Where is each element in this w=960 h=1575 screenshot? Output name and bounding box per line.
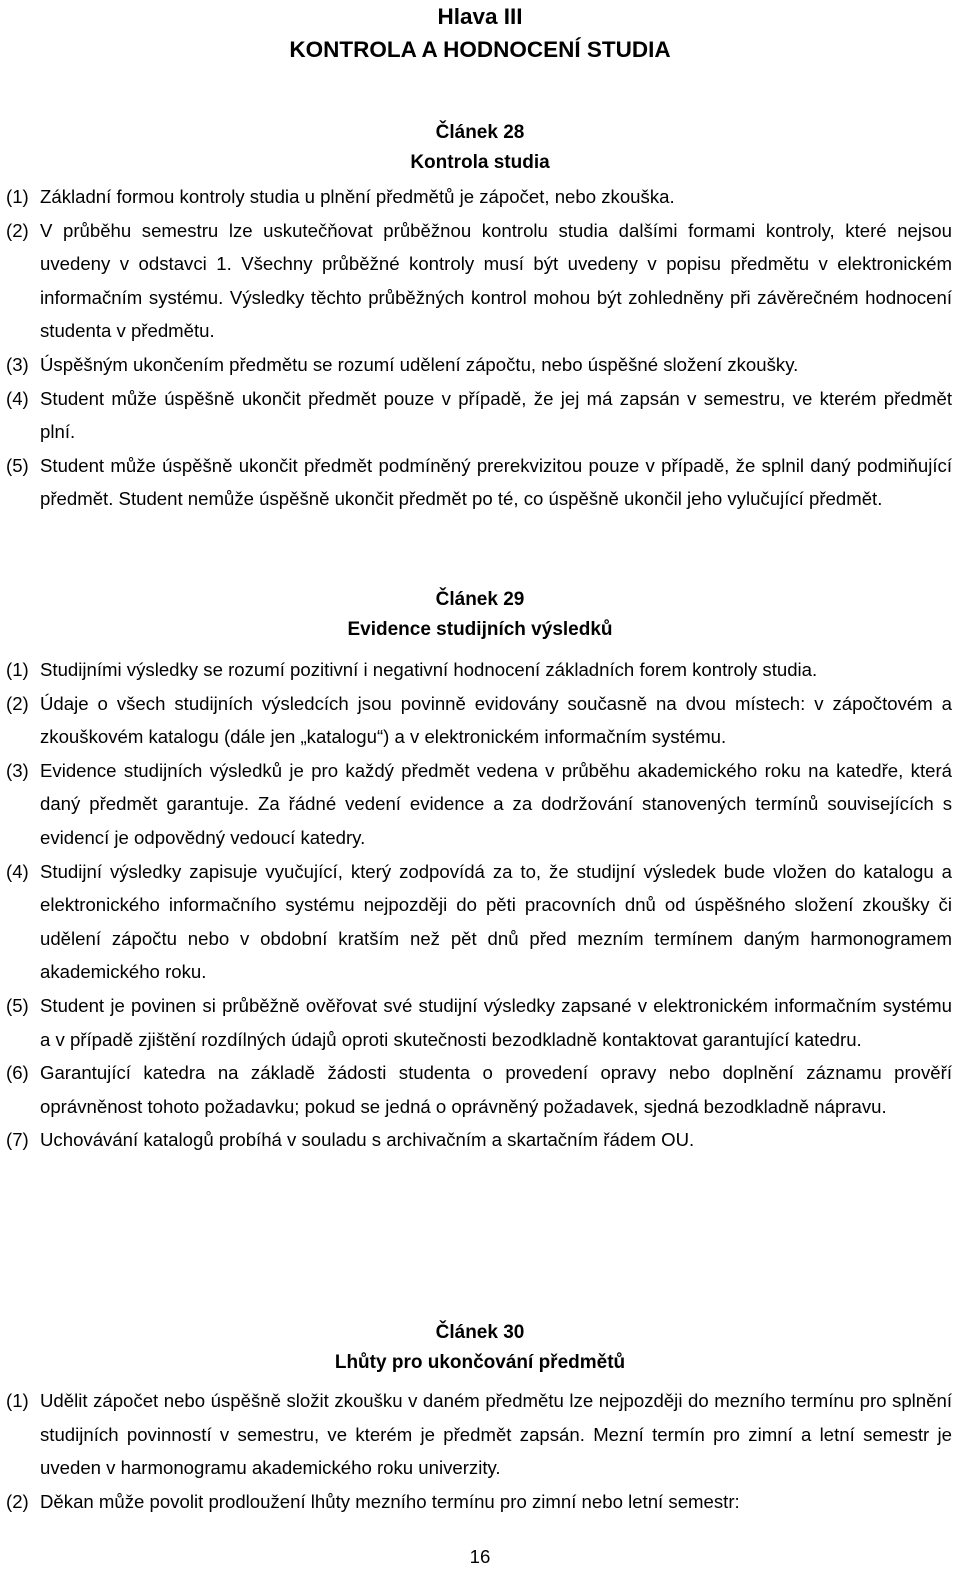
paragraph: [6, 1485, 952, 1519]
paragraph-text: Student může úspěšně ukončit předmět pouze v případě, že jej má zapsán v semestru, ve kterém předmět plní.: [40, 387, 952, 443]
paragraph-number: (2): [6, 1490, 29, 1512]
paragraph: [6, 1056, 952, 1123]
paragraph-number: (1): [6, 1390, 29, 1411]
paragraph-text: Garantující katedra na základě žádosti studenta o provedení opravy nebo doplnění záznamu prověří oprávněnost tohoto požadavku; pokud se jedná o oprávněný požadavek, sjedná bezodkladně nápravu.: [40, 1062, 952, 1117]
paragraph-text: Student je povinen si průběžně ověřovat své studijní výsledky zapsané v elektronickém informačním systému a v případě zjištění rozdílných údajů oproti skutečnosti bezodkladně kontaktovat garantující katedru.: [40, 994, 952, 1050]
paragraph: [6, 180, 952, 214]
article-paragraphs: [0, 180, 960, 516]
paragraph: [6, 754, 952, 855]
paragraph-number: (2): [6, 692, 29, 714]
chapter-subtitle: KONTROLA A HODNOCENÍ STUDIA: [289, 37, 671, 62]
paragraph-text: Děkan může povolit prodloužení lhůty mezního termínu pro zimní nebo letní semestr:: [40, 1490, 740, 1512]
paragraph: [6, 1384, 952, 1485]
paragraph-number: (5): [6, 454, 29, 476]
paragraph-number: (1): [6, 186, 29, 207]
article-28: [0, 118, 960, 516]
article-title: Evidence studijních výsledků: [347, 619, 613, 640]
paragraph-number: (7): [6, 1129, 29, 1151]
paragraph-text: Uchovávání katalogů probíhá v souladu s archivačním a skartačním řádem OU.: [40, 1129, 695, 1151]
article-title: Kontrola studia: [410, 152, 550, 173]
article-number: Článek 29: [435, 589, 525, 610]
chapter-header: [0, 0, 960, 66]
paragraph-number: (3): [6, 759, 29, 781]
article-number: Článek 30: [435, 1322, 525, 1343]
paragraph-number: (2): [6, 219, 29, 241]
paragraph: [6, 348, 952, 382]
paragraph: [6, 653, 952, 687]
paragraph-text: Evidence studijních výsledků je pro každý předmět vedena v průběhu akademického roku na katedře, která daný předmět garantuje. Za řádné vedení evidence a za dodržování stanovených termínů souvisejících s evidencí je odpovědný vedoucí katedry.: [40, 759, 952, 848]
article-30: [0, 1318, 960, 1518]
paragraph: [6, 1123, 952, 1157]
paragraph-text: Student může úspěšně ukončit předmět podmíněný prerekvizitou pouze v případě, že splnil daný podmiňující předmět. Student nemůže úspěšně ukončit předmět po té, co úspěšně ukončil jeho vylučující předmět.: [40, 454, 952, 510]
paragraph: [6, 382, 952, 449]
article-paragraphs: [0, 1384, 960, 1518]
paragraph: [6, 687, 952, 754]
paragraph-text: Studijními výsledky se rozumí pozitivní i negativní hodnocení základních forem kontroly studia.: [40, 659, 818, 680]
paragraph-text: Udělit zápočet nebo úspěšně složit zkoušku v daném předmětu lze nejpozději do mezního termínu pro splnění studijních povinností v semestru, ve kterém je předmět zapsán. Mezní termín pro zimní a letní semestr je uveden v harmonogramu akademického roku univerzity.: [40, 1390, 952, 1479]
paragraph-text: Studijní výsledky zapisuje vyučující, který zodpovídá za to, že studijní výsledek bude vložen do katalogu a elektronického informačního systému nejpozději do pěti pracovních dnů od úspěšného složení zkoušky či udělení zápočtu nebo v obdobní kratším než pět dnů před mezním termínem daným harmonogramem akademického roku.: [40, 860, 952, 983]
paragraph: [6, 855, 952, 989]
paragraph-number: (3): [6, 353, 29, 375]
paragraph-text: Základní formou kontroly studia u plnění předmětů je zápočet, nebo zkouška.: [40, 186, 675, 207]
article-paragraphs: [0, 653, 960, 1157]
paragraph-text: Údaje o všech studijních výsledcích jsou povinně evidovány současně na dvou místech: v zápočtovém a zkouškovém katalogu (dále jen „katalogu“) a v elektronickém informačním systému.: [40, 692, 952, 748]
paragraph-number: (5): [6, 994, 29, 1016]
chapter-title: Hlava III: [437, 4, 523, 29]
paragraph-text: Úspěšným ukončením předmětu se rozumí udělení zápočtu, nebo úspěšné složení zkoušky.: [40, 353, 799, 375]
paragraph-number: (4): [6, 860, 29, 882]
article-title: Lhůty pro ukončování předmětů: [334, 1352, 626, 1373]
article-29: [0, 585, 960, 1157]
paragraph-number: (6): [6, 1062, 29, 1084]
paragraph: [6, 214, 952, 348]
paragraph: [6, 989, 952, 1056]
paragraph-number: (4): [6, 387, 29, 409]
paragraph: [6, 449, 952, 516]
paragraph-text: V průběhu semestru lze uskutečňovat průběžnou kontrolu studia dalšími formami kontroly, které nejsou uvedeny v odstavci 1. Všechny průběžné kontroly musí být uvedeny v popisu předmětu v elektronickém informačním systému. Výsledky těchto průběžných kontrol mohou být zohledněny při závěrečném hodnocení studenta v předmětu.: [40, 219, 952, 342]
article-number: Článek 28: [435, 122, 525, 143]
paragraph-number: (1): [6, 659, 29, 680]
page-number: 16: [469, 1546, 491, 1567]
